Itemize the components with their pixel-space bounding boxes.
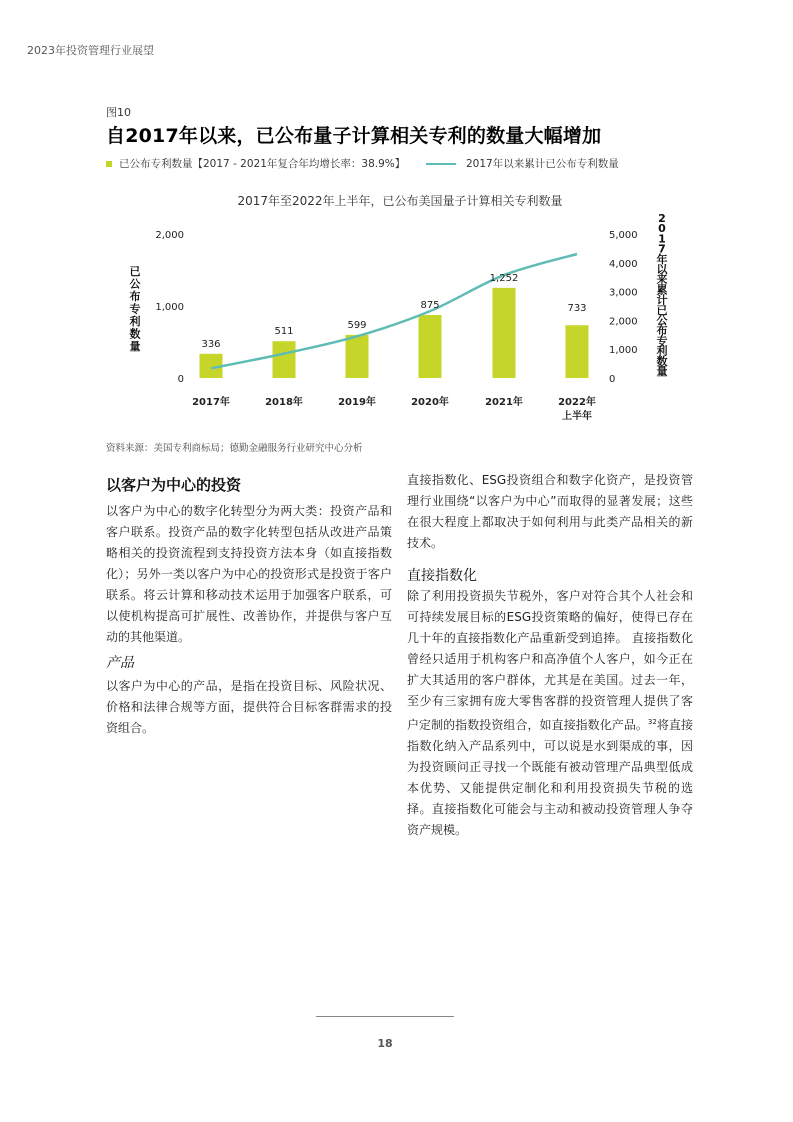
- paragraph-direct-indexing: [407, 586, 693, 841]
- legend-bar-entry: [106, 156, 405, 171]
- left-axis-label-char: 布: [129, 290, 141, 303]
- right-axis-label-char: 0: [658, 222, 666, 236]
- x-tick-label: 2022年: [558, 397, 596, 408]
- footnote-ref: 32: [647, 718, 657, 726]
- right-axis-ticks: [609, 230, 638, 385]
- legend-line-swatch: [426, 163, 456, 165]
- paragraph-client-centric: 以客户为中心的数字化转型分为两大类：投资产品和客户联系。投资产品的数字化转型包括从改进产品策略相关的投资流程到支持投资方法本身（如直接指数化）；另外一类以客户为中心的投资形式是投资于客户联系。将云计算和移动技术运用于加强客户联系，可以使机构提高可扩展性、改善协作，并提供与客户互动的其他渠道。: [106, 504, 392, 644]
- legend-bar-label: 已公布专利数量【2017 - 2021年复合年均增长率：38.9%】: [119, 158, 406, 170]
- right-axis-label-char: 专: [656, 334, 668, 348]
- bar: [493, 288, 516, 378]
- paragraph-direct-indexing-part1: 除了利用投资损失节税外，客户对符合其个人社会和可持续发展目标的ESG投资策略的偏好，使得已存在几十年的直接指数化产品重新受到追捧。 直接指数化曾经只适用于机构客户和高净值个人客户，如今正在扩大其适用的客户群体，尤其是在美国。过去一年，至少有三家拥有庞大零售客群的投资管理人提供了客户定制的指数投资组合，如直接指数化产品。: [407, 589, 693, 732]
- right-axis-label-char: 布: [656, 324, 668, 338]
- bar: [273, 341, 296, 378]
- footer-divider: [316, 1016, 454, 1017]
- data-labels: [201, 273, 586, 350]
- left-axis-ticks: [155, 230, 184, 385]
- bar-value-label: 599: [347, 319, 367, 331]
- right-axis-label-char: 公: [656, 314, 668, 327]
- x-axis-ticks: [192, 395, 596, 422]
- right-axis-label-char: 已: [656, 303, 668, 317]
- right-axis-label-char: 年: [656, 252, 668, 266]
- section-heading-client-centric: 以客户为中心的投资: [106, 476, 242, 494]
- left-axis-label-char: 利: [129, 315, 141, 328]
- left-tick-label: 0: [177, 374, 184, 385]
- right-axis-label-char: 量: [656, 365, 668, 378]
- bar-value-label: 1,252: [489, 272, 519, 284]
- page-number: 18: [377, 1037, 393, 1050]
- bar-value-label: 511: [274, 326, 294, 338]
- paragraph-intro-right: 直接指数化、ESG投资组合和数字化资产，是投资管理行业围绕“以客户为中心”而取得的显著发展；这些在很大程度上都取决于如何利用与此类产品相关的新技术。: [407, 473, 693, 550]
- right-tick-label: 3,000: [609, 287, 638, 299]
- bar: [346, 335, 369, 378]
- right-tick-label: 1,000: [609, 345, 638, 357]
- legend-line-label: 2017年以来累计已公布专利数量: [466, 158, 619, 170]
- right-axis-label-char: 利: [656, 344, 668, 358]
- paragraph-products: 以客户为中心的产品，是指在投资目标、风险状况、价格和法律合规等方面，提供符合目标客群需求的投资组合。: [106, 679, 392, 735]
- figure-label: 图10: [106, 106, 131, 119]
- right-axis-label-char: 来: [656, 273, 668, 287]
- right-tick-label: 5,000: [609, 230, 638, 241]
- figure-source: 资料来源：美国专利商标局；德勤金融服务行业研究中心分析: [106, 443, 363, 454]
- bar-series: [200, 288, 589, 378]
- bar-value-label: 336: [201, 338, 221, 350]
- left-axis-label-char: 数: [129, 327, 141, 341]
- x-tick-label: 2018年: [265, 397, 303, 408]
- right-tick-label: 0: [609, 374, 616, 385]
- right-tick-label: 4,000: [609, 258, 638, 270]
- subheading-direct-indexing: 直接指数化: [407, 568, 477, 584]
- right-axis-label-char: 7: [658, 242, 666, 256]
- left-tick-label: 2,000: [155, 230, 184, 241]
- x-tick-label: 2019年: [338, 397, 376, 408]
- legend-bar-swatch: [106, 161, 112, 167]
- bar: [419, 315, 442, 378]
- bar-value-label: 733: [567, 303, 587, 315]
- x-tick-label: 2017年: [192, 397, 230, 408]
- right-axis-label-char: 1: [658, 232, 666, 246]
- bar: [566, 325, 589, 378]
- left-axis-label-char: 公: [129, 277, 141, 291]
- x-tick-label: 2021年: [485, 397, 523, 408]
- left-tick-label: 1,000: [155, 302, 184, 313]
- legend-line-entry: [426, 156, 619, 171]
- running-header: 2023年投资管理行业展望: [27, 44, 154, 57]
- left-axis-label-char: 已: [129, 265, 141, 278]
- bar: [200, 354, 223, 378]
- chart-title: 2017年至2022年上半年，已公布美国量子计算相关专利数量: [237, 194, 563, 208]
- subheading-products: 产品: [106, 655, 134, 671]
- bar-value-label: 875: [420, 300, 440, 311]
- figure-title: 自2017年以来，已公布量子计算相关专利的数量大幅增加: [106, 125, 602, 147]
- right-axis-label-char: 数: [656, 354, 668, 368]
- right-axis-label: [656, 212, 669, 378]
- right-axis-label-char: 2: [658, 212, 666, 225]
- line-series: [211, 254, 577, 368]
- left-axis-label-char: 专: [129, 302, 141, 316]
- left-axis-label: [129, 265, 142, 353]
- right-axis-label-char: 计: [656, 293, 668, 307]
- right-axis-label-char: 以: [656, 263, 668, 276]
- right-tick-label: 2,000: [609, 316, 638, 328]
- x-tick-label: 2020年: [411, 397, 449, 408]
- x-tick-label-line2: 上半年: [562, 411, 592, 422]
- left-axis-label-char: 量: [129, 340, 141, 353]
- cumulative-line: [211, 254, 577, 368]
- right-axis-label-char: 累: [656, 283, 668, 297]
- paragraph-direct-indexing-part2: 将直接指数化纳入产品系列中，可以说是水到渠成的事，因为投资顾问正寻找一个既能有被动管理产品典型低成本优势、又能提供定制化和利用投资损失节税的选择。直接指数化可能会与主动和被动投资管理人争夺资产规模。: [407, 718, 693, 837]
